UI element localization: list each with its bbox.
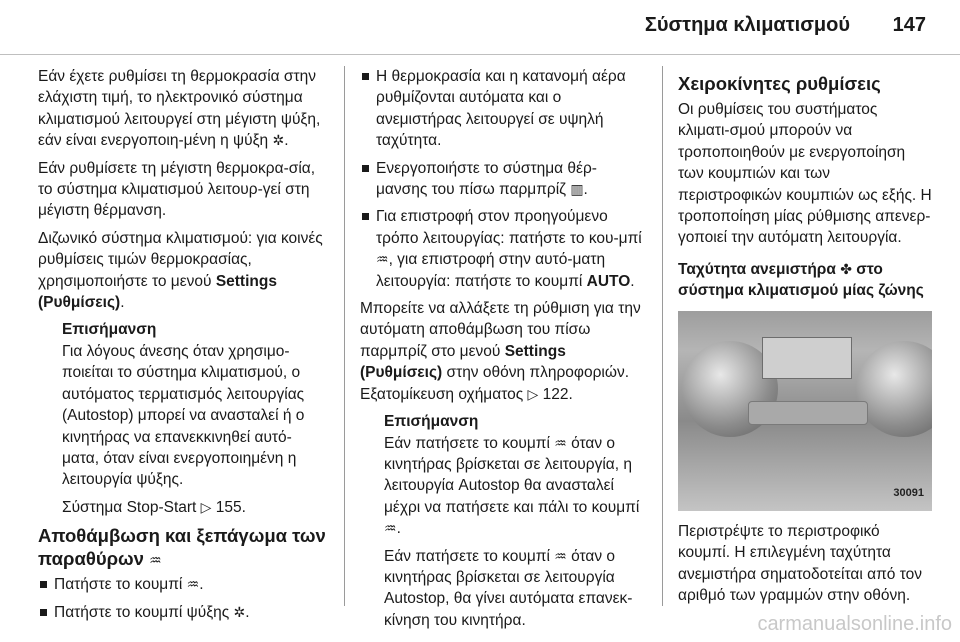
settings-menu-label: Settings (Ρυθμίσεις) xyxy=(38,272,277,312)
header-rule xyxy=(0,54,960,55)
defrost-icon: ♒ xyxy=(384,520,397,537)
column-divider-2 xyxy=(662,66,663,606)
list-item: Πατήστε το κουμπί ♒. xyxy=(38,574,328,595)
column-3 xyxy=(678,66,932,612)
note-reference: Σύστημα Stop-Start ▷ 155. xyxy=(62,498,246,516)
panel-button-row xyxy=(748,401,868,425)
paragraph-dual-zone: Διζωνικό σύστημα κλιματισμού: για κοινές ρυθμίσεις τιμών θερμοκρασίας, χρησιμοποιήστε το μενού Settings (Ρυθμίσεις). xyxy=(38,229,323,312)
page-header-title: Σύστημα κλιματισμού xyxy=(644,14,850,36)
list-item: Η θερμοκρασία και η κατανομή αέρα ρυθμίζονται αυτόματα και ο ανεμιστήρας λειτουργεί σε υψηλή ταχύτητα. xyxy=(360,66,644,152)
note-heading: Επισήμανση xyxy=(62,321,157,339)
fan-icon: ✤ xyxy=(840,260,852,277)
section-heading-manual: Χειροκίνητες ρυθμίσεις xyxy=(678,73,881,94)
note-heading: Επισήμανση xyxy=(384,413,479,431)
column-2 xyxy=(360,66,644,637)
page-number: 147 xyxy=(892,14,926,36)
panel-display xyxy=(762,337,852,379)
list-item: Για επιστροφή στον προηγούμενο τρόπο λειτουργίας: πατήστε το κου-μπί ♒, για επιστροφή στην αυτό-ματη λειτουργία: πατήστε το κουμπί AUTO. xyxy=(360,206,644,292)
watermark: carmanualsonline.info xyxy=(757,613,952,635)
snowflake-icon: ✲ xyxy=(272,132,285,149)
defrost-icon: ♒ xyxy=(554,547,567,564)
defrost-icon: ♒ xyxy=(376,251,389,268)
list-item: Ενεργοποιήστε το σύστημα θέρ-μανσης του πίσω παρμπρίζ ▥. xyxy=(360,158,644,201)
subheading-fan-speed: Ταχύτητα ανεμιστήρα ✤ στο σύστημα κλιματισμού μίας ζώνης xyxy=(678,260,924,299)
paragraph-rotate-knob: Περιστρέψτε το περιστροφικό κουμπί. Η επιλεγμένη ταχύτητα ανεμιστήρα σηματοδοτείται από τον αριθμό των γραμμών στην οθόνη. xyxy=(678,522,922,605)
rear-defrost-icon: ▥ xyxy=(570,181,584,198)
auto-button-label: AUTO xyxy=(586,272,631,290)
paragraph-auto-defog: Μπορείτε να αλλάξετε τη ρύθμιση για την αυτόματη αποθάμβωση του πίσω παρμπρίζ στο μενού Settings (Ρυθμίσεις) στην οθόνη πληροφοριών. Εξατομίκευση οχήματος ▷ 122. xyxy=(360,300,641,403)
note-text: Εάν πατήσετε το κουμπί ♒ όταν ο κινητήρας βρίσκεται σε λειτουργία Autostop, θα γίνει αυτόματα επανεκ-κίνηση του κινητήρα. xyxy=(384,547,633,629)
paragraph-min-temp: Εάν έχετε ρυθμίσει τη θερμοκρασία στην ελάχιστη τιμή, το ηλεκτρονικό σύστημα κλιματισμού λειτουργεί στη μέγιστη ψύξη, εάν είναι ενεργοποιη-μένη η ψύξη ✲. xyxy=(38,68,321,150)
paragraph-max-temp: Εάν ρυθμίσετε τη μέγιστη θερμοκρα-σία, το σύστημα κλιματισμού λειτουρ-γεί στη μέγιστη θέρμανση. xyxy=(38,159,316,220)
column-1 xyxy=(38,66,328,629)
defrost-icon: ♒ xyxy=(186,576,200,593)
ref-arrow-icon: ▷ xyxy=(200,498,212,515)
climate-panel-photo xyxy=(678,311,932,511)
ref-arrow-icon: ▷ xyxy=(527,385,539,402)
section-heading-defrost: Αποθάμβωση και ξεπάγωμα των παραθύρων ♒ xyxy=(38,525,326,570)
column-divider-1 xyxy=(344,66,345,606)
defrost-icon: ♒ xyxy=(149,552,162,569)
list-item: Πατήστε το κουμπί ψύξης ✲. xyxy=(38,602,328,623)
defrost-icon: ♒ xyxy=(554,434,567,451)
settings-menu-label: Settings (Ρυθμίσεις) xyxy=(360,342,566,382)
note-block-1 xyxy=(62,319,328,518)
note-text: Εάν πατήσετε το κουμπί ♒ όταν ο κινητήρας βρίσκεται σε λειτουργία, η λειτουργία Autostop θα ανασταλεί μέχρι να πατήσετε και πάλι το κουμπί ♒. xyxy=(384,434,640,538)
snowflake-icon: ✲ xyxy=(233,603,246,620)
note-text: Για λόγους άνεσης όταν χρησιμο-ποιείται το σύστημα κλιματισμού, ο αυτόματος τερματισμός λειτουργίας (Autostop) μπορεί να ανασταλεί ή ο κινητήρας να επανεκκινηθεί αυτό-ματα, όταν είναι ενεργοποιημένη η λειτουργία ψύξης. xyxy=(62,342,305,489)
defrost-steps-continued xyxy=(360,66,644,292)
note-block-2 xyxy=(384,411,644,631)
photo-code: 30091 xyxy=(893,487,924,500)
defrost-steps xyxy=(38,574,328,623)
paragraph-manual-settings: Οι ρυθμίσεις του συστήματος κλιματι-σμού μπορούν να τροποποιηθούν με ενεργοποίηση των κουμπιών και των περιστροφικών κουμπιών ως εξής. Η τροποποίηση μίας ρύθμισης απενερ-γοποιεί την αυτόματη λειτουργία. xyxy=(678,101,932,247)
